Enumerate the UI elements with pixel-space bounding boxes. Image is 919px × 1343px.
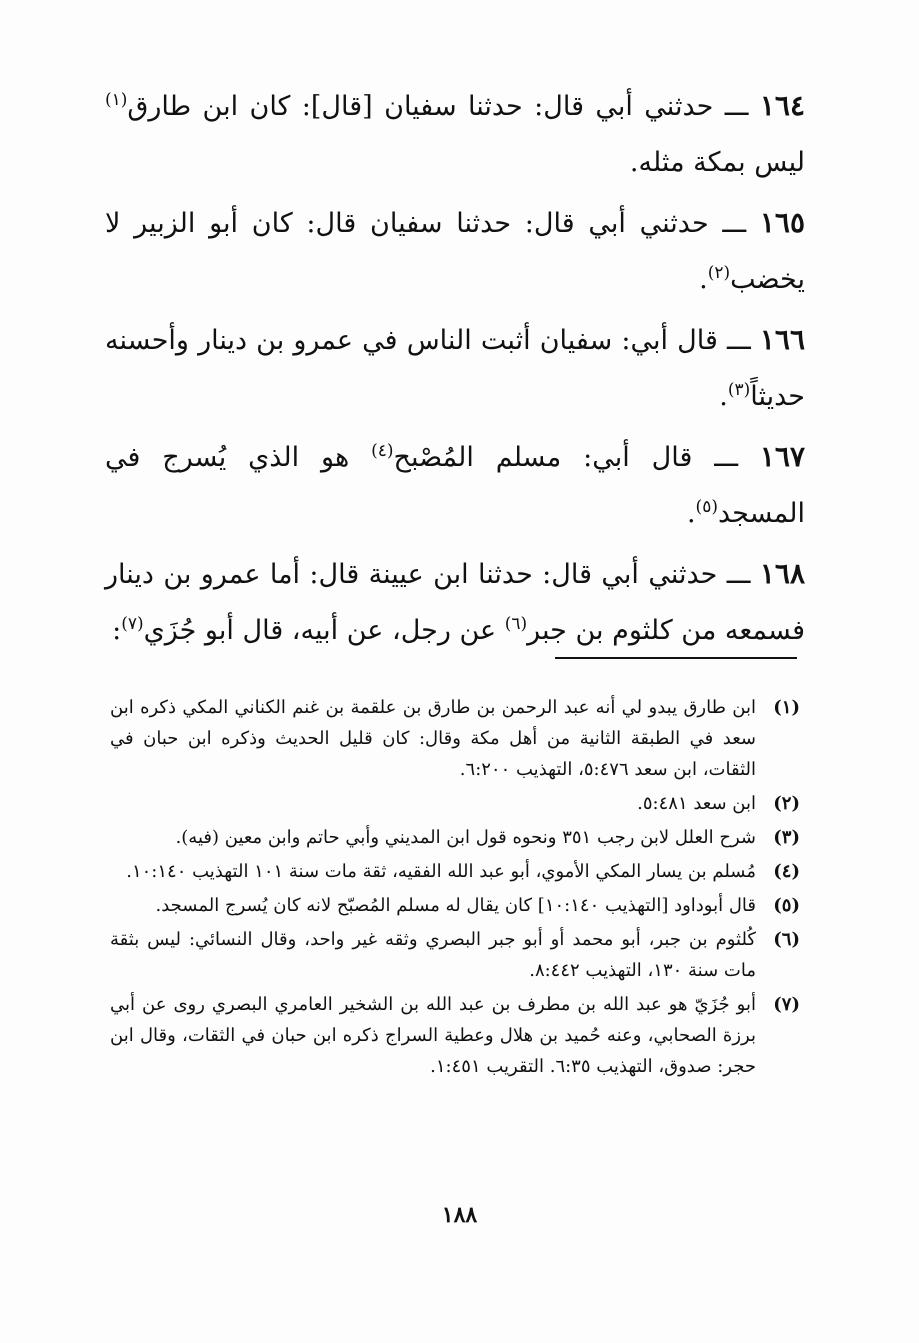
footnote-number: (٦) (773, 929, 800, 950)
entry-167 (105, 429, 805, 542)
entry-number: ١٦٥ (759, 206, 805, 239)
footnote-ref[interactable]: (٤) (371, 441, 394, 461)
entry-164 (105, 78, 805, 191)
entry-text: قال أبي: سفيان أثبت الناس في عمرو بن دينار وأحسنه حديثاً (105, 325, 805, 412)
entry-text: : (112, 615, 122, 646)
footnote-text: قال أبوداود [التهذيب ١٠:١٤٠] كان يقال له مسلم المُصبّح لانه كان يُسرج المسجد. (155, 895, 756, 916)
entry-text: قال أبي: مسلم المُصْبح (393, 442, 693, 473)
footnote-text: أبو جُزَيّ هو عبد الله بن مطرف بن عبد الله بن الشخير العامري البصري روى عن أبي برزة الصحابي، وعنه حُميد بن هلال وعطية السراج ذكره ابن حبان في الثقات، وقال ابن حجر: صدوق، التهذيب ٦:٣٥. التقريب ١:٤٥١. (110, 994, 756, 1077)
footnote-item (110, 924, 800, 986)
entry-text: حدثني أبي قال: حدثنا ابن عيينة قال: أما عمرو بن دينار فسمعه من كلثوم بن جبر (105, 559, 805, 646)
main-text (105, 78, 805, 659)
footnote-text: ابن سعد ٥:٤٨١. (637, 793, 756, 814)
footnote-item (110, 692, 800, 785)
entry-168 (105, 546, 805, 659)
page-number: ١٨٨ (441, 1202, 478, 1228)
footnote-item (110, 856, 800, 887)
footnote-item (110, 822, 800, 853)
entry-number: ١٦٤ (759, 89, 805, 122)
footnote-ref[interactable]: (٧) (121, 614, 144, 634)
entry-text: عن رجل، عن أبيه، قال أبو جُزَي (143, 615, 505, 646)
footnote-number: (١) (773, 697, 800, 718)
footnote-item (110, 890, 800, 921)
entry-text: . (699, 264, 708, 295)
footnote-ref[interactable]: (٣) (727, 380, 751, 400)
footnote-divider (555, 657, 797, 659)
entry-text: حدثني أبي قال: حدثنا سفيان [قال]: كان ابن طارق (127, 91, 714, 122)
footnote-item (110, 989, 800, 1082)
entry-number: ١٦٦ (759, 323, 805, 356)
entry-dash: ـــ (717, 559, 760, 590)
entry-text: حدثني أبي قال: حدثنا سفيان قال: كان أبو الزبير لا يخضب (105, 208, 805, 295)
footnote-text: مُسلم بن يسار المكي الأموي، أبو عبد الله الفقيه، ثقة مات سنة ١٠١ التهذيب ١٠:١٤٠. (126, 861, 756, 882)
footnotes-list (110, 692, 800, 1085)
footnote-ref[interactable]: (١) (105, 90, 128, 110)
entry-number: ١٦٨ (759, 557, 805, 590)
footnote-number: (٣) (773, 827, 800, 848)
entry-dash: ـــ (692, 442, 760, 473)
footnote-ref[interactable]: (٦) (504, 614, 528, 634)
entry-number: ١٦٧ (759, 440, 806, 473)
footnote-ref[interactable]: (٥) (695, 497, 718, 517)
footnote-text: ابن طارق يبدو لي أنه عبد الرحمن بن طارق بن علقمة بن غنم الكناني المكي ذكره ابن سعد في الطبقة الثانية من أهل مكة وقال: كان قليل الحديث وذكره ابن حبان في الثقات، ابن سعد ٥:٤٧٦، التهذيب ٦:٢٠٠. (110, 697, 756, 780)
entry-dash: ـــ (717, 325, 760, 356)
footnote-text: كُلثوم بن جبر، أبو محمد أو أبو جبر البصري وثقه غير واحد، وقال النسائي: ليس بثقة مات سنة ١٣٠، التهذيب ٨:٤٤٢. (110, 929, 756, 981)
footnote-number: (٥) (773, 895, 800, 916)
footnote-item (110, 788, 800, 819)
entry-text: . (686, 498, 696, 529)
entry-text: . (719, 381, 728, 412)
footnote-number: (٤) (773, 861, 800, 882)
entry-165 (105, 195, 805, 308)
entry-text: ليس بمكة مثله. (629, 147, 805, 178)
entry-text: هو الذي يُسرج في المسجد (105, 442, 805, 529)
footnote-text: شرح العلل لابن رجب ٣٥١ ونحوه قول ابن المديني وأبي حاتم وابن معين (فيه). (175, 827, 756, 848)
footnote-ref[interactable]: (٢) (707, 263, 731, 283)
entry-dash: ـــ (708, 208, 760, 239)
entry-dash: ـــ (713, 91, 760, 122)
entry-166 (105, 312, 805, 425)
footnote-number: (٢) (773, 793, 800, 814)
footnote-number: (٧) (773, 994, 800, 1015)
